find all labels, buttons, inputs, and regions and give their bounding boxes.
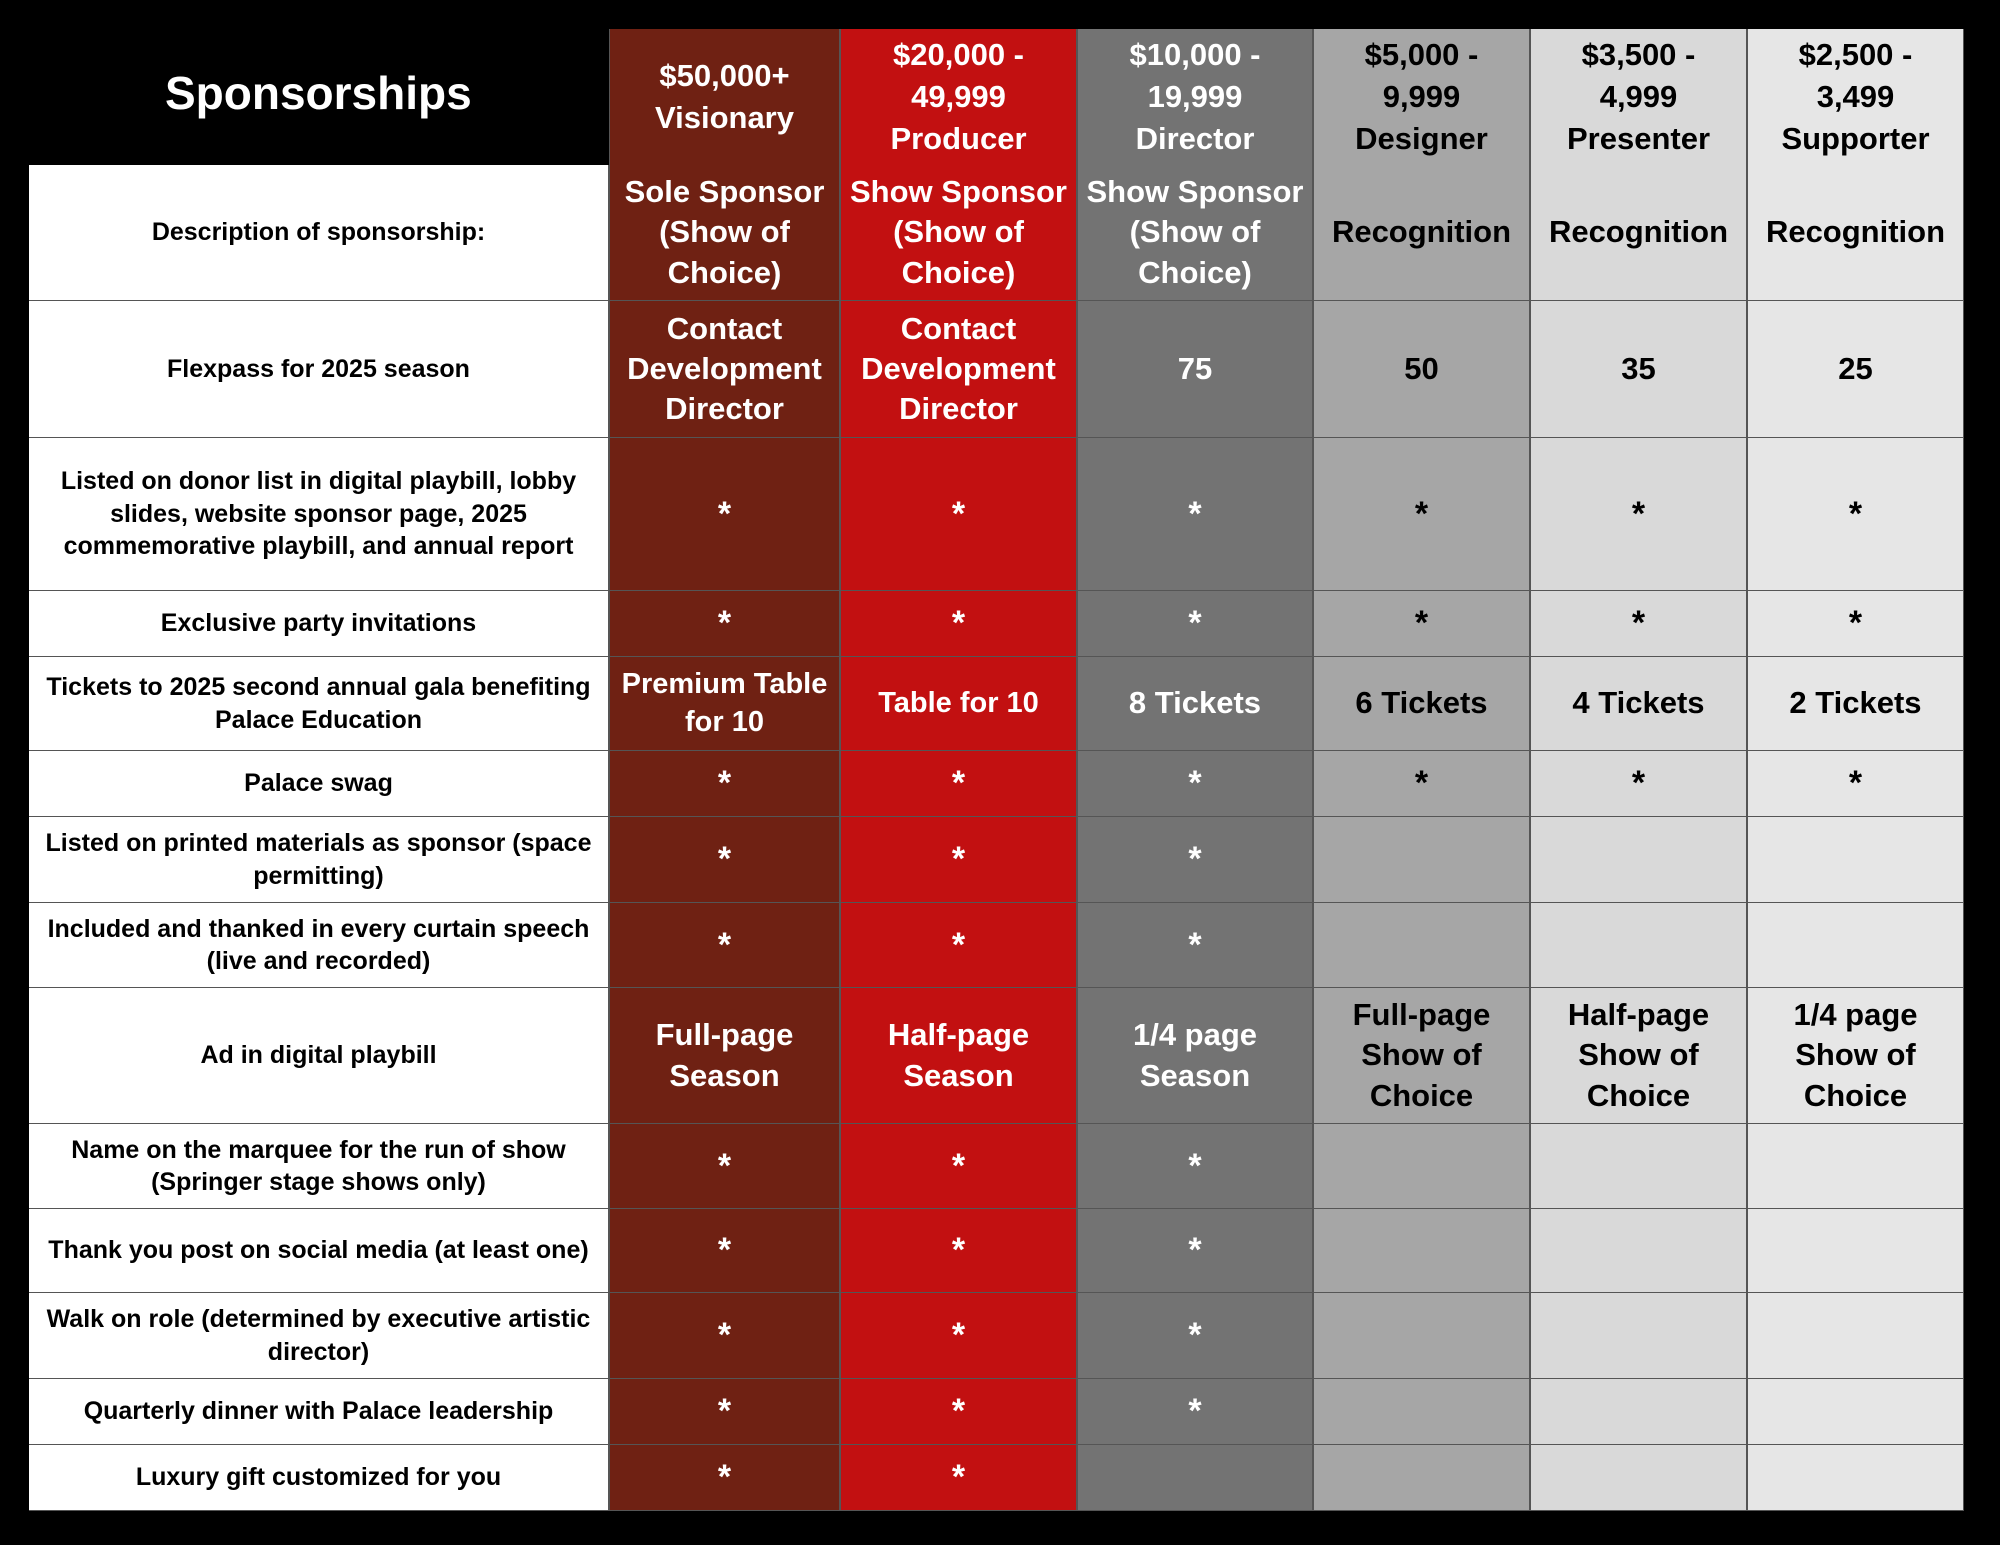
benefit-included-mark: * (840, 751, 1077, 817)
tier-name: Visionary (654, 100, 794, 135)
benefit-value: Contact Development Director (840, 301, 1077, 438)
benefit-value: Full-page Show of Choice (1313, 988, 1530, 1124)
benefit-value: Table for 10 (840, 657, 1077, 751)
benefit-included-mark: * (1077, 1124, 1313, 1209)
tier-amount: $10,000 - 19,999 (1129, 37, 1261, 115)
benefit-value: 75 (1077, 301, 1313, 438)
benefit-included-mark: * (840, 1445, 1077, 1511)
benefit-included-mark: * (609, 1293, 840, 1379)
benefit-value: Half-page Show of Choice (1530, 988, 1747, 1124)
benefit-included-mark: * (840, 903, 1077, 988)
benefit-value (1747, 1293, 1964, 1379)
benefit-value: 25 (1747, 301, 1964, 438)
benefit-value (1313, 903, 1530, 988)
page-title: Sponsorships (29, 29, 609, 165)
row-label: Palace swag (29, 751, 609, 817)
benefit-value (1313, 1124, 1530, 1209)
benefit-value (1313, 1209, 1530, 1293)
benefit-value (1530, 817, 1747, 903)
benefit-value: Show Sponsor (Show of Choice) (840, 165, 1077, 301)
benefit-value (1313, 817, 1530, 903)
benefit-value: Half-page Season (840, 988, 1077, 1124)
benefit-value: Premium Table for 10 (609, 657, 840, 751)
benefit-included-mark: * (609, 751, 840, 817)
benefit-included-mark: * (1747, 751, 1964, 817)
tier-name: Presenter (1566, 120, 1711, 156)
benefit-included-mark: * (609, 1445, 840, 1511)
benefit-value (1530, 1379, 1747, 1445)
benefit-value: 1/4 page Season (1077, 988, 1313, 1124)
benefit-included-mark: * (609, 438, 840, 591)
row-label: Tickets to 2025 second annual gala benefiting Palace Education (29, 657, 609, 751)
benefit-included-mark: * (840, 1293, 1077, 1379)
tier-amount: $50,000+ (659, 58, 790, 94)
benefit-included-mark: * (1313, 751, 1530, 817)
benefit-included-mark: * (840, 438, 1077, 591)
benefit-value: Contact Development Director (609, 301, 840, 438)
tier-header-supporter (1747, 29, 1964, 165)
benefit-value (1530, 1293, 1747, 1379)
benefit-included-mark: * (1530, 591, 1747, 657)
benefit-included-mark: * (840, 1379, 1077, 1445)
benefit-value: 6 Tickets (1313, 657, 1530, 751)
tier-amount: $2,500 - 3,499 (1798, 37, 1913, 115)
benefit-value (1530, 1445, 1747, 1511)
benefit-included-mark: * (1077, 591, 1313, 657)
row-label: Included and thanked in every curtain speech (live and recorded) (29, 903, 609, 988)
benefit-included-mark: * (609, 903, 840, 988)
benefit-included-mark: * (609, 1379, 840, 1445)
benefit-value: Recognition (1530, 165, 1747, 301)
tier-amount: $20,000 - 49,999 (893, 37, 1024, 115)
row-label: Listed on printed materials as sponsor (space permitting) (29, 817, 609, 903)
benefit-value: 1/4 page Show of Choice (1747, 988, 1964, 1124)
benefit-included-mark: * (609, 1209, 840, 1293)
tier-name: Supporter (1781, 120, 1930, 156)
tier-amount: $5,000 - 9,999 (1364, 37, 1479, 115)
benefit-value (1747, 1379, 1964, 1445)
benefit-value: Full-page Season (609, 988, 840, 1124)
benefit-value (1747, 817, 1964, 903)
benefit-value (1313, 1379, 1530, 1445)
row-label: Thank you post on social media (at least one) (29, 1209, 609, 1293)
benefit-included-mark: * (1313, 591, 1530, 657)
benefit-value: Recognition (1313, 165, 1530, 301)
benefit-value: 35 (1530, 301, 1747, 438)
benefit-value (1747, 1124, 1964, 1209)
row-label: Description of sponsorship: (29, 165, 609, 301)
row-label: Ad in digital playbill (29, 988, 609, 1124)
benefit-included-mark: * (1747, 591, 1964, 657)
benefit-value: 8 Tickets (1077, 657, 1313, 751)
row-label: Name on the marquee for the run of show (Springer stage shows only) (29, 1124, 609, 1209)
benefit-value (1530, 1209, 1747, 1293)
sponsorship-table (29, 29, 1964, 1513)
benefit-included-mark: * (840, 1124, 1077, 1209)
benefit-included-mark: * (1077, 438, 1313, 591)
benefit-included-mark: * (1747, 438, 1964, 591)
benefit-value: Sole Sponsor (Show of Choice) (609, 165, 840, 301)
row-label: Walk on role (determined by executive artistic director) (29, 1293, 609, 1379)
tier-header-producer (840, 29, 1077, 165)
row-label: Flexpass for 2025 season (29, 301, 609, 438)
tier-header-designer (1313, 29, 1530, 165)
benefit-included-mark: * (609, 817, 840, 903)
benefit-value (1313, 1293, 1530, 1379)
tier-name: Designer (1355, 120, 1488, 156)
tier-amount: $3,500 - 4,999 (1581, 37, 1696, 115)
benefit-included-mark: * (840, 591, 1077, 657)
benefit-included-mark: * (609, 591, 840, 657)
tier-name: Director (1135, 120, 1255, 156)
benefit-value (1313, 1445, 1530, 1511)
benefit-included-mark: * (1077, 1209, 1313, 1293)
benefit-included-mark: * (840, 817, 1077, 903)
benefit-included-mark: * (1313, 438, 1530, 591)
benefit-included-mark: * (1077, 903, 1313, 988)
benefit-value (1077, 1445, 1313, 1511)
benefit-value (1747, 1445, 1964, 1511)
benefit-value: Show Sponsor (Show of Choice) (1077, 165, 1313, 301)
row-label: Luxury gift customized for you (29, 1445, 609, 1511)
row-label: Quarterly dinner with Palace leadership (29, 1379, 609, 1445)
tier-header-director (1077, 29, 1313, 165)
benefit-value: 2 Tickets (1747, 657, 1964, 751)
benefit-included-mark: * (1077, 1379, 1313, 1445)
benefit-included-mark: * (1530, 438, 1747, 591)
benefit-included-mark: * (1077, 1293, 1313, 1379)
benefit-value: Recognition (1747, 165, 1964, 301)
benefit-included-mark: * (1077, 817, 1313, 903)
tier-name: Producer (890, 120, 1027, 156)
row-label: Exclusive party invitations (29, 591, 609, 657)
tier-header-visionary (609, 29, 840, 165)
benefit-value (1747, 903, 1964, 988)
benefit-value (1530, 1124, 1747, 1209)
benefit-value: 4 Tickets (1530, 657, 1747, 751)
row-label: Listed on donor list in digital playbill, lobby slides, website sponsor page, 2025 commemorative playbill, and annual report (29, 438, 609, 591)
benefit-value (1747, 1209, 1964, 1293)
benefit-value (1530, 903, 1747, 988)
tier-header-presenter (1530, 29, 1747, 165)
benefit-value: 50 (1313, 301, 1530, 438)
benefit-included-mark: * (840, 1209, 1077, 1293)
benefit-included-mark: * (1077, 751, 1313, 817)
benefit-included-mark: * (1530, 751, 1747, 817)
benefit-included-mark: * (609, 1124, 840, 1209)
